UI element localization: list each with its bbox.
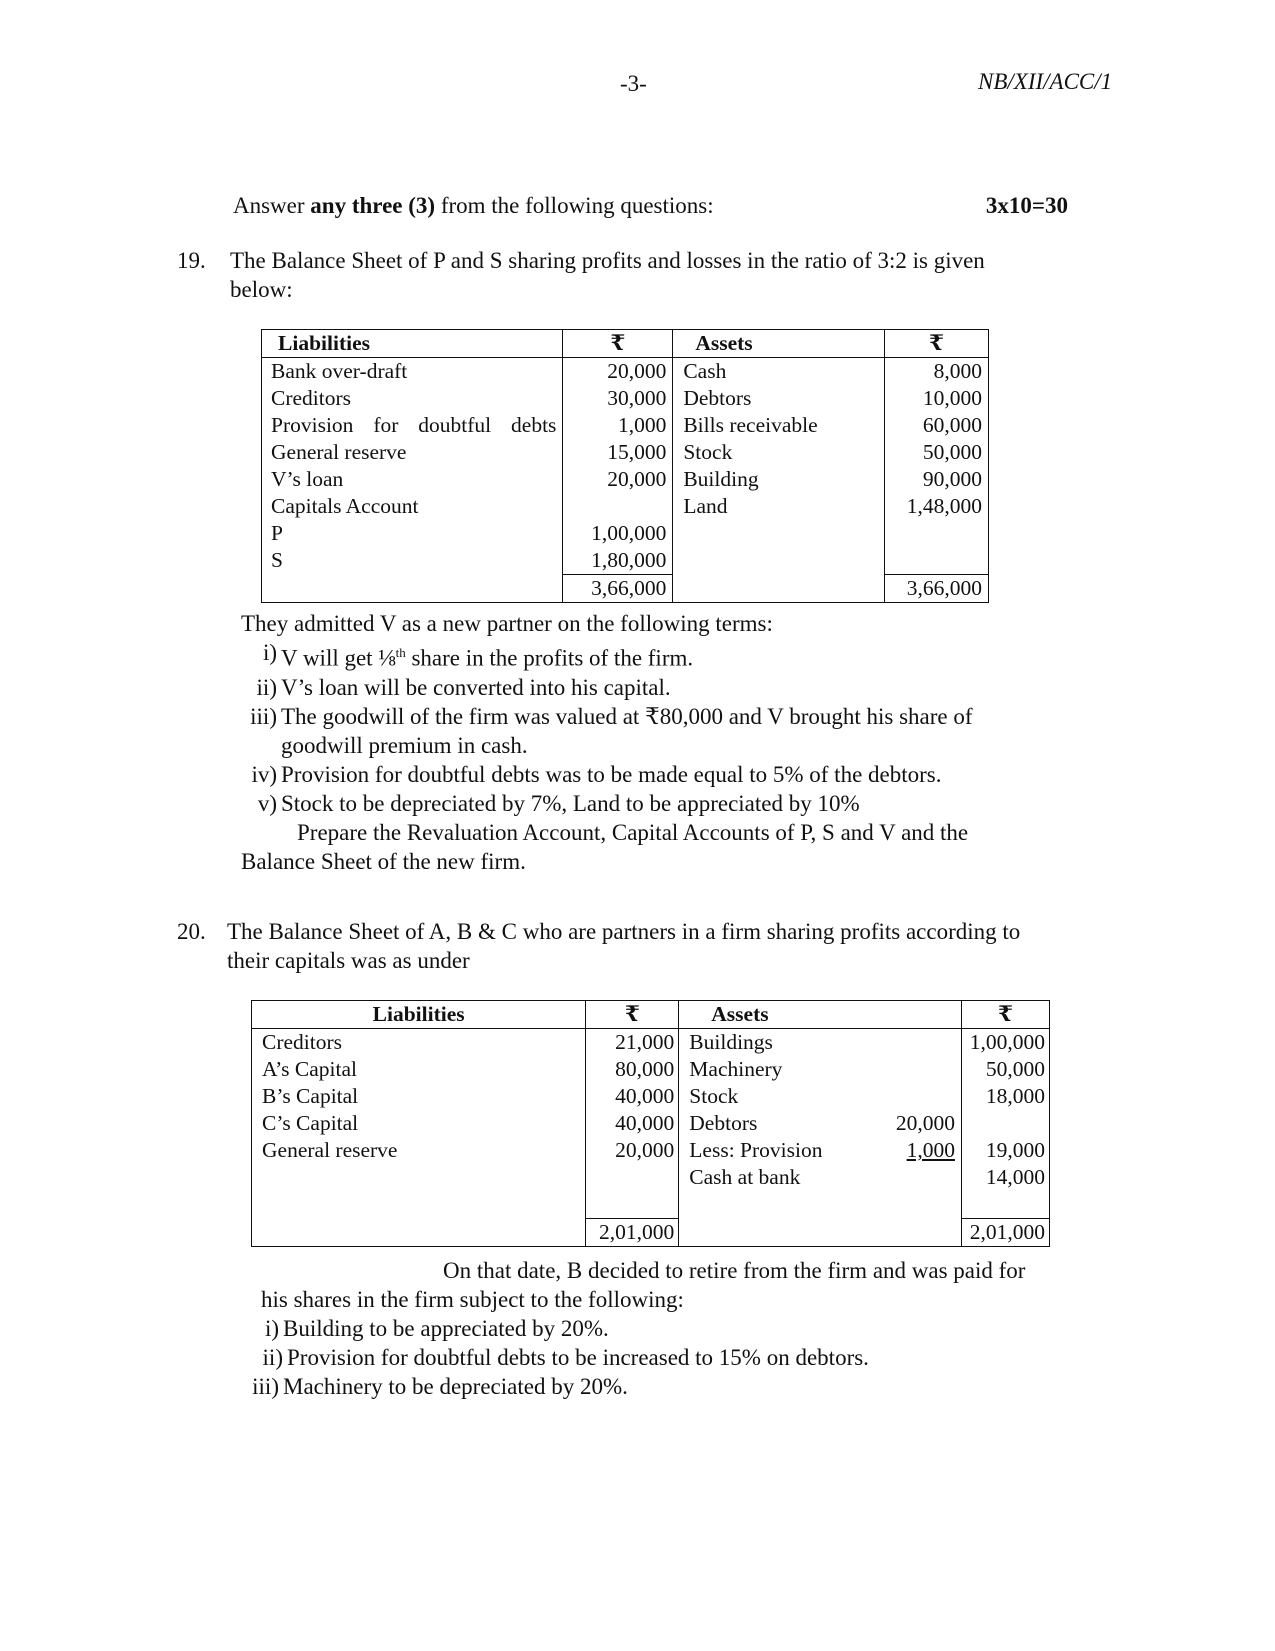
term-number: ii) [256, 674, 277, 700]
instruction-line [233, 192, 1068, 221]
asset-amount [961, 1110, 1049, 1137]
asset-name: Machinery [679, 1056, 879, 1083]
table-row [252, 1029, 1050, 1057]
asset-name: Less: Provision [679, 1137, 879, 1164]
liability-amount: 15,000 [563, 439, 673, 466]
question-text: The Balance Sheet of P and S sharing profits and losses in the ratio of 3:2 is given below: [230, 248, 985, 302]
task-text: Balance Sheet of the new firm. [241, 848, 526, 874]
question-text: The Balance Sheet of A, B & C who are partners in a firm sharing profits according to their capitals was as under [227, 919, 1021, 973]
table-row [262, 358, 989, 386]
term-text: Machinery to be depreciated by 20%. [283, 1374, 628, 1399]
asset-name: Debtors [673, 385, 885, 412]
asset-sub-amount [879, 1056, 962, 1083]
term-text: V will get ⅛ [281, 645, 396, 671]
liability-name: Capitals Account [271, 494, 419, 518]
header-assets: Assets [679, 1001, 879, 1029]
liability-name: B’s Capital [262, 1084, 359, 1108]
liability-amount [586, 1164, 679, 1191]
asset-name: Building [673, 466, 885, 493]
term-item [241, 638, 1061, 673]
header-liabilities: Liabilities [262, 330, 563, 358]
asset-amount: 1,48,000 [885, 493, 989, 520]
terms-intro: They admitted V as a new partner on the following terms: [241, 611, 773, 636]
term-item [243, 1372, 1091, 1401]
header-rupee: ₹ [563, 330, 673, 358]
asset-sub-amount: 20,000 [895, 1111, 955, 1135]
asset-amount: 10,000 [885, 385, 989, 412]
term-item [241, 760, 1061, 789]
liability-amount: 20,000 [563, 358, 673, 386]
liability-amount: 1,000 [563, 412, 673, 439]
liability-name: S [271, 548, 283, 572]
liability-name: Provision for doubtful debts [271, 413, 557, 437]
table-row [252, 1056, 1050, 1083]
asset-amount: 60,000 [885, 412, 989, 439]
asset-sub-amount: 1,000 [906, 1138, 955, 1162]
liability-amount: 40,000 [586, 1110, 679, 1137]
table-header-row [252, 1001, 1050, 1029]
header-rupee: ₹ [586, 1001, 679, 1029]
asset-name [673, 547, 885, 575]
asset-amount [885, 547, 989, 575]
asset-name: Stock [673, 439, 885, 466]
liability-name [252, 1164, 586, 1191]
asset-amount: 18,000 [961, 1083, 1049, 1110]
term-text: share in the profits of the firm. [405, 645, 694, 671]
term-superscript: th [395, 645, 406, 660]
asset-name: Debtors [679, 1110, 879, 1137]
asset-amount: 90,000 [885, 466, 989, 493]
table-row [262, 466, 989, 493]
liability-name: Bank over-draft [271, 359, 408, 383]
term-number: iv) [251, 761, 277, 787]
liability-name: P [271, 521, 283, 545]
term-text: Provision for doubtful debts to be increased to 15% on debtors. [287, 1345, 869, 1370]
asset-sub-amount [879, 1164, 962, 1191]
table-row [252, 1083, 1050, 1110]
table-row [262, 547, 989, 575]
liability-amount: 1,80,000 [563, 547, 673, 575]
liability-name: V’s loan [271, 467, 344, 491]
table-row [262, 493, 989, 520]
asset-amount: 8,000 [885, 358, 989, 386]
liability-amount: 80,000 [586, 1056, 679, 1083]
term-text: Building to be appreciated by 20%. [283, 1316, 609, 1341]
table-header-row [262, 330, 989, 358]
term-item [241, 673, 1061, 702]
asset-name: Buildings [679, 1029, 879, 1057]
term-item [247, 1343, 1091, 1372]
liability-amount: 21,000 [586, 1029, 679, 1057]
instruction-prefix: Answer [233, 193, 311, 218]
term-item [241, 789, 1061, 818]
table-row [262, 520, 989, 547]
term-text: Provision for doubtful debts was to be made equal to 5% of the debtors. [281, 761, 942, 787]
q20-terms [251, 1256, 1091, 1401]
instruction-bold: any three (3) [310, 193, 436, 218]
asset-name: Cash [673, 358, 885, 386]
term-number: iii) [250, 703, 277, 729]
header-assets: Assets [673, 330, 885, 358]
asset-name [673, 520, 885, 547]
liability-name: General reserve [262, 1138, 398, 1162]
table-row [262, 412, 989, 439]
liability-amount: 20,000 [586, 1137, 679, 1164]
term-number: i) [262, 640, 277, 665]
asset-name: Stock [679, 1083, 879, 1110]
asset-amount: 50,000 [961, 1056, 1049, 1083]
total-assets: 3,66,000 [885, 575, 989, 603]
term-text: Stock to be depreciated by 7%, Land to be appreciated by 10% [281, 790, 860, 816]
header-rupee: ₹ [885, 330, 989, 358]
liability-name: Creditors [262, 1030, 343, 1054]
table-row [252, 1110, 1050, 1137]
liability-amount: 1,00,000 [563, 520, 673, 547]
task-text: Prepare the Revaluation Account, Capital Accounts of P, S and V and the [297, 819, 969, 845]
term-number: iii) [252, 1374, 279, 1399]
question-20-intro [177, 918, 1087, 975]
asset-amount: 14,000 [961, 1164, 1049, 1191]
table-row [252, 1137, 1050, 1164]
term-number: v) [257, 790, 277, 816]
term-item [243, 1314, 1091, 1343]
table-spacer-row [252, 1191, 1050, 1218]
table-row [262, 439, 989, 466]
table-row [262, 385, 989, 412]
table-total-row [262, 575, 989, 603]
term-number: ii) [262, 1345, 283, 1370]
liability-name: General reserve [271, 440, 407, 464]
paper-code: NB/XII/ACC/1 [978, 69, 1113, 94]
asset-name: Land [673, 493, 885, 520]
instruction-suffix: from the following questions: [435, 193, 714, 218]
q19-terms [241, 609, 1061, 876]
total-liabilities: 3,66,000 [563, 575, 673, 603]
question-19-intro [177, 247, 1077, 304]
term-item [241, 702, 1021, 760]
asset-amount: 1,00,000 [961, 1029, 1049, 1057]
header-blank [879, 1001, 962, 1029]
asset-amount: 19,000 [961, 1137, 1049, 1164]
page-number: -3- [620, 71, 647, 96]
balance-sheet-table-20 [251, 1000, 1050, 1247]
asset-amount: 50,000 [885, 439, 989, 466]
total-assets: 2,01,000 [961, 1218, 1049, 1246]
asset-amount [885, 520, 989, 547]
liability-amount: 40,000 [586, 1083, 679, 1110]
retire-text: his shares in the firm subject to the following: [261, 1287, 684, 1312]
table-row [252, 1164, 1050, 1191]
liability-amount: 20,000 [563, 466, 673, 493]
liability-name: C’s Capital [262, 1111, 359, 1135]
asset-name: Cash at bank [679, 1164, 879, 1191]
header-liabilities: Liabilities [252, 1001, 586, 1029]
liability-amount: 30,000 [563, 385, 673, 412]
question-number: 19. [177, 248, 206, 273]
asset-sub-amount [879, 1029, 962, 1057]
marks-label: 3x10=30 [985, 193, 1068, 218]
term-text: The goodwill of the firm was valued at ₹80,000 and V brought his share of goodwill premium in cash. [281, 703, 973, 758]
liability-name: A’s Capital [262, 1057, 357, 1081]
retire-text: On that date, B decided to retire from the firm and was paid for [443, 1258, 1026, 1283]
balance-sheet-table-19 [261, 329, 989, 603]
question-number: 20. [177, 919, 206, 944]
asset-name: Bills receivable [673, 412, 885, 439]
total-liabilities: 2,01,000 [586, 1218, 679, 1246]
asset-sub-amount [879, 1083, 962, 1110]
liability-name: Creditors [271, 386, 352, 410]
liability-amount [563, 493, 673, 520]
term-text: V’s loan will be converted into his capital. [281, 674, 671, 700]
header-rupee: ₹ [961, 1001, 1049, 1029]
term-number: i) [264, 1316, 279, 1341]
table-total-row [252, 1218, 1050, 1246]
